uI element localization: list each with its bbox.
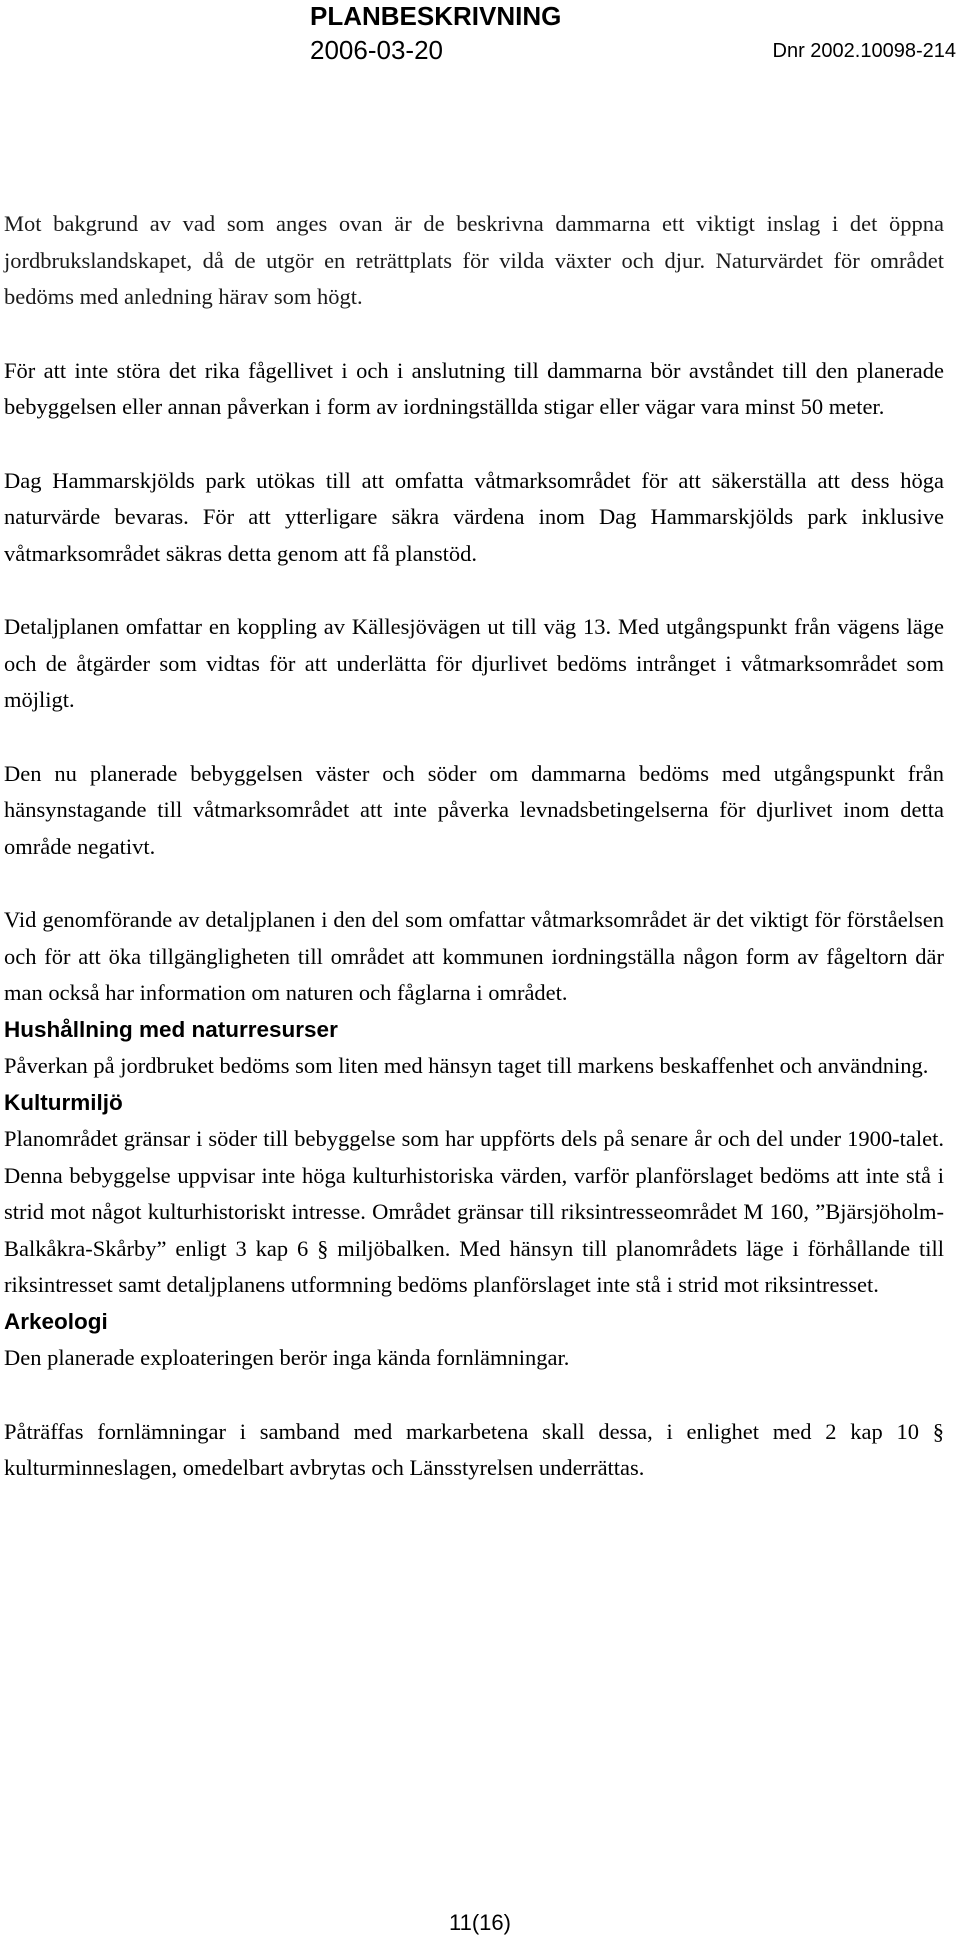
page-header [0, 0, 960, 80]
paragraph-park-extension: Dag Hammarskjölds park utökas till att omfatta våtmarksområdet för att säkerställa att dess höga naturvärde bevaras. För att ytterligare säkra värdena inom Dag Hammarskjölds park inklusive våtmarksområdet säkras detta genom att få planstöd. [4, 467, 944, 566]
paragraph-bird-distance: För att inte störa det rika fågellivet i och i anslutning till dammarna bör avståndet till den planerade bebyggelsen eller annan påverkan i form av iordningställda stigar eller vägar vara minst 50 meter. [4, 357, 944, 419]
heading-cultural-environment: Kulturmiljö [4, 1089, 123, 1115]
document-body [4, 206, 944, 1487]
paragraph-road-connection: Detaljplanen omfattar en koppling av Källesjövägen ut till väg 13. Med utgångspunkt från vägens läge och de åtgärder som vidtas för att underlätta för djurlivet bedöms intrånget i våtmarksområdet som möjligt. [4, 614, 944, 712]
paragraph-agriculture: Påverkan på jordbruket bedöms som liten med hänsyn taget till markens beskaffenhet och användning. [4, 1053, 929, 1078]
document-date: 2006-03-20 [310, 35, 443, 65]
document-title: PLANBESKRIVNING [310, 1, 562, 31]
heading-archaeology: Arkeologi [4, 1308, 108, 1334]
paragraph-bird-tower: Vid genomförande av detaljplanen i den del som omfattar våtmarksområdet är det viktigt för förståelsen och för att öka tillgängligheten till området att kommunen iordningställa någon form av fågeltorn där man också har information om naturen och fåglarna i området. [4, 907, 944, 1005]
paragraph-planned-buildings: Den nu planerade bebyggelsen väster och söder om dammarna bedöms med utgångspunkt från hänsynstagande till våtmarksområdet att inte påverka levnadsbetingelserna för djurlivet inom detta område negativt. [4, 760, 944, 859]
paragraph-found-remains: Påträffas fornlämningar i samband med markarbetena skall dessa, i enlighet med 2 kap 10 § kulturminneslagen, omedelbart avbrytas och Länsstyrelsen underrättas. [4, 1418, 944, 1480]
document-reference-number: Dnr 2002.10098-214 [772, 40, 956, 62]
paragraph-cultural-environment: Planområdet gränsar i söder till bebyggelse som har uppförts dels på senare år och del under 1900-talet. Denna bebyggelse uppvisar inte höga kulturhistoriska värden, varför planförslaget bedöms att inte stå i strid mot något kulturhistoriskt intresse. Området gränsar till riksintresseområdet M 160, ”Bjärsjöholm-Balkåkra-Skårby” enligt 3 kap 6 § miljöbalken. Med hänsyn till planområdets läge i förhållande till riksintresset samt detaljplanens utformning bedöms planförslaget inte stå i strid mot riksintresset. [4, 1126, 944, 1297]
page-number: 11(16) [449, 1910, 511, 1935]
heading-natural-resources: Hushållning med naturresurser [4, 1016, 338, 1042]
paragraph-background: Mot bakgrund av vad som anges ovan är de beskrivna dammarna ett viktigt inslag i det öppna jordbrukslandskapet, då de utgör en reträttplats för vilda växter och djur. Naturvärdet för området bedöms med anledning härav som högt. [4, 211, 944, 309]
paragraph-no-known-remains: Den planerade exploateringen berör inga kända fornlämningar. [4, 1345, 570, 1370]
